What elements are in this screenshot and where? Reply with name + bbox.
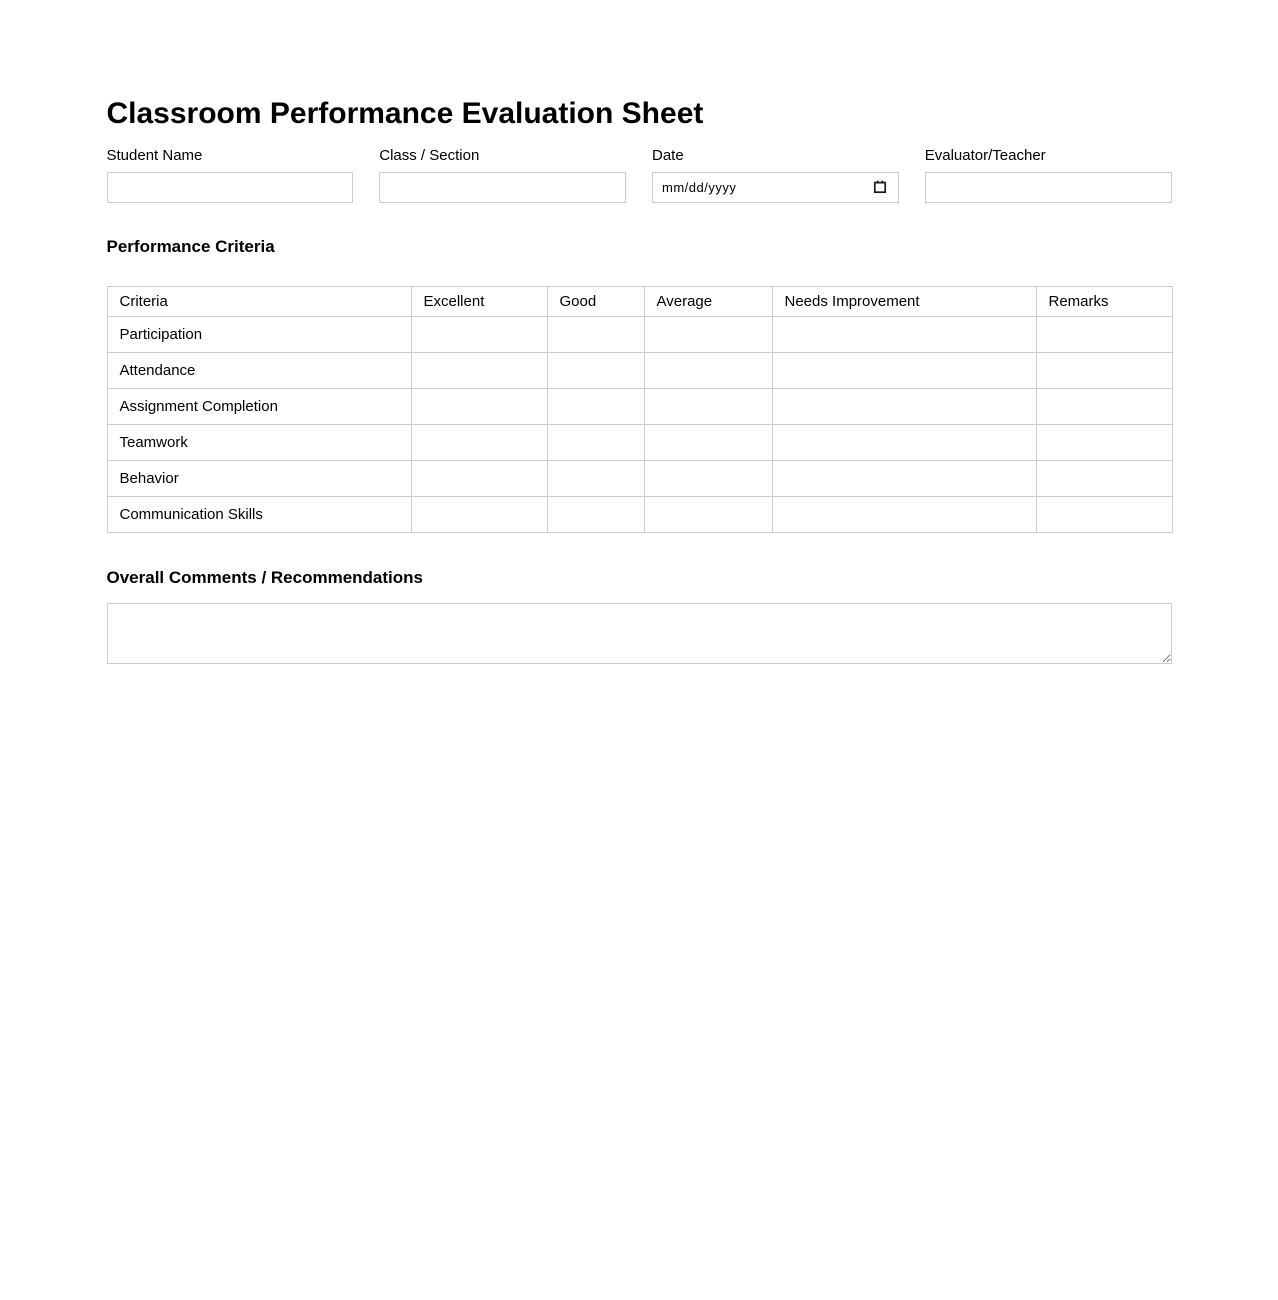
- rating-cell: [644, 352, 772, 388]
- class-section-label: Class / Section: [379, 146, 480, 164]
- date-label: Date: [652, 146, 684, 164]
- rating-cell: [547, 388, 644, 424]
- evaluator-input[interactable]: [925, 172, 1172, 203]
- criterion-label: Teamwork: [107, 424, 411, 460]
- col-header-average: Average: [644, 286, 772, 316]
- col-header-excellent: Excellent: [411, 286, 547, 316]
- table-row: [107, 424, 1172, 460]
- table-row: [107, 388, 1172, 424]
- rating-cell: [547, 496, 644, 532]
- rating-cell: [772, 496, 1036, 532]
- table-row: [107, 496, 1172, 532]
- field-class-section: [379, 147, 626, 203]
- rating-cell: [772, 352, 1036, 388]
- criterion-label: Attendance: [107, 352, 411, 388]
- calendar-icon[interactable]: [872, 179, 888, 195]
- page-title: Classroom Performance Evaluation Sheet: [106, 97, 704, 130]
- field-evaluator: [925, 147, 1172, 203]
- date-input[interactable]: [652, 172, 899, 203]
- rating-cell: [411, 460, 547, 496]
- rating-cell: [644, 496, 772, 532]
- col-header-criteria: Criteria: [107, 286, 411, 316]
- rating-cell: [644, 424, 772, 460]
- rating-cell: [547, 460, 644, 496]
- header-fields-row: [107, 147, 1172, 203]
- criterion-label: Assignment Completion: [107, 388, 411, 424]
- rating-cell: [772, 388, 1036, 424]
- student-name-label: Student Name: [106, 146, 203, 164]
- form-container: [107, 0, 1172, 664]
- remarks-cell: [1036, 460, 1172, 496]
- rating-cell: [411, 424, 547, 460]
- rating-cell: [644, 460, 772, 496]
- remarks-cell: [1036, 496, 1172, 532]
- rating-cell: [644, 388, 772, 424]
- rating-cell: [411, 352, 547, 388]
- remarks-cell: [1036, 424, 1172, 460]
- overall-comments-heading: Overall Comments / Recommendations: [106, 567, 423, 587]
- criterion-label: Participation: [107, 316, 411, 352]
- field-student-name: [107, 147, 354, 203]
- field-date: [652, 147, 899, 203]
- rating-cell: [411, 496, 547, 532]
- performance-criteria-heading: Performance Criteria: [106, 236, 275, 256]
- col-header-good: Good: [547, 286, 644, 316]
- student-name-input[interactable]: [107, 172, 354, 203]
- rating-cell: [547, 352, 644, 388]
- table-header-row: [107, 286, 1172, 316]
- remarks-cell: [1036, 316, 1172, 352]
- table-row: [107, 316, 1172, 352]
- date-placeholder-text: mm/dd/yyyy: [662, 179, 737, 195]
- col-header-remarks: Remarks: [1036, 286, 1172, 316]
- rating-cell: [547, 424, 644, 460]
- col-header-needs-improvement: Needs Improvement: [772, 286, 1036, 316]
- criterion-label: Communication Skills: [107, 496, 411, 532]
- rating-cell: [411, 388, 547, 424]
- criterion-label: Behavior: [107, 460, 411, 496]
- evaluator-label: Evaluator/Teacher: [924, 146, 1046, 164]
- table-row: [107, 460, 1172, 496]
- rating-cell: [772, 316, 1036, 352]
- overall-comments-textarea[interactable]: [107, 603, 1172, 664]
- rating-cell: [772, 424, 1036, 460]
- rating-cell: [547, 316, 644, 352]
- rating-cell: [644, 316, 772, 352]
- remarks-cell: [1036, 388, 1172, 424]
- rating-cell: [772, 460, 1036, 496]
- class-section-input[interactable]: [379, 172, 626, 203]
- remarks-cell: [1036, 352, 1172, 388]
- rating-cell: [411, 316, 547, 352]
- table-row: [107, 352, 1172, 388]
- criteria-table: [107, 286, 1173, 533]
